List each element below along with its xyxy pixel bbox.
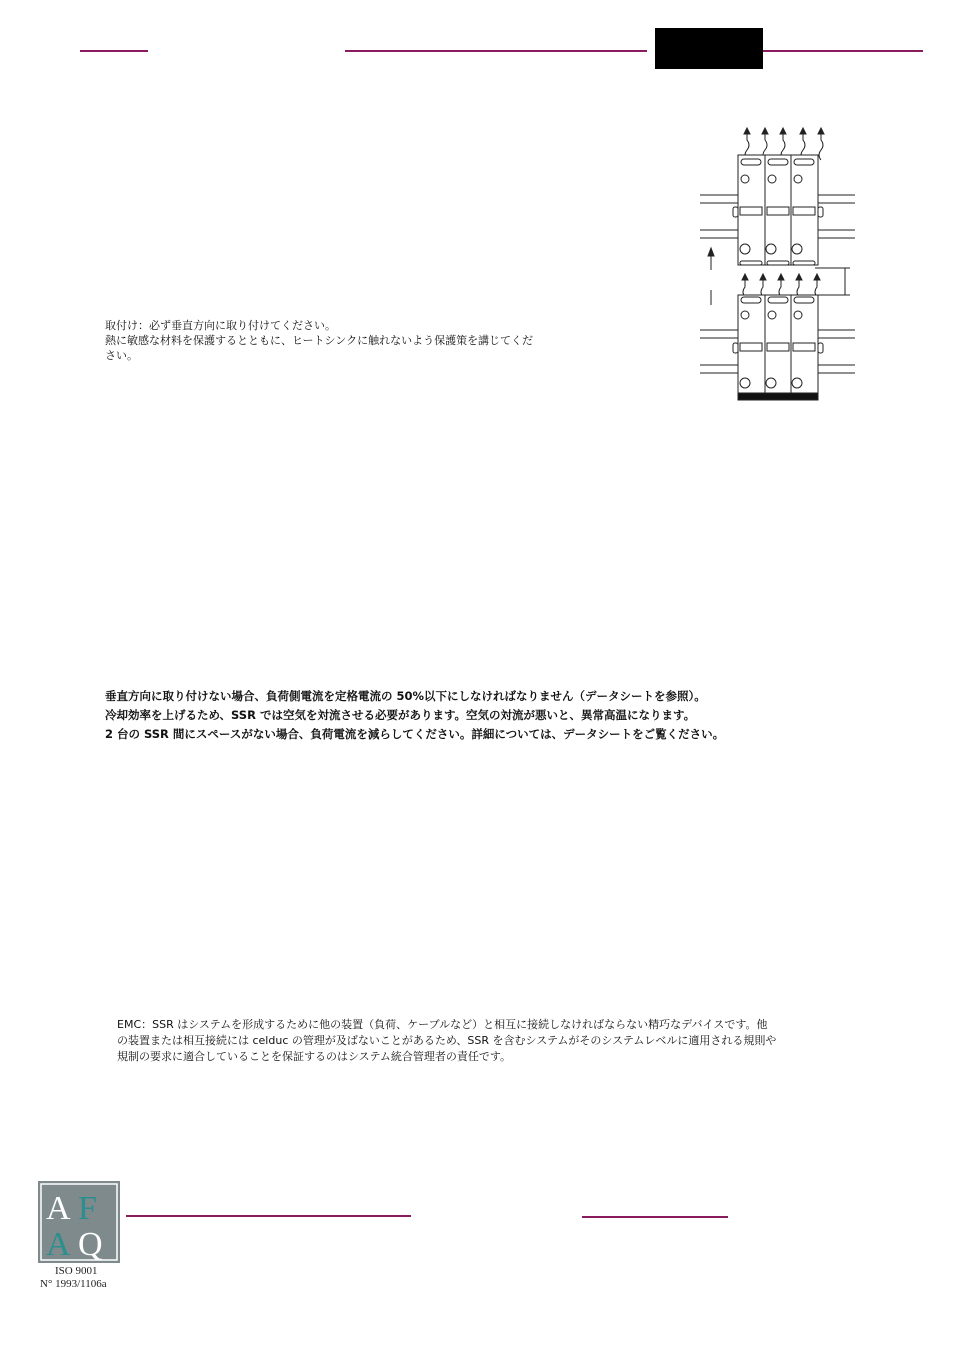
- emc-notice: [117, 1017, 862, 1065]
- footer-rule-left: [126, 1215, 411, 1217]
- mounting-line-2: 熱に敏感な材料を保護するとともに、ヒートシンクに触れないよう保護策を講じてくだ: [105, 334, 534, 347]
- header-black-box: [655, 28, 763, 69]
- lower-relays: [733, 295, 823, 400]
- emc-line-2: の装置または相互接続には celduc の管理が及ばないことがあるため、SSR を含むシステムがそのシステムレベルに適用される規則や: [117, 1034, 777, 1047]
- derating-line-1: 垂直方向に取り付けない場合、負荷側電流を定格電流の 50%以下にしなければなりません（データシートを参照）。: [105, 689, 706, 703]
- mounting-instructions: [105, 318, 575, 363]
- footer-rule-right: [582, 1216, 728, 1218]
- derating-line-2: 冷却効率を上げるため、SSR では空気を対流させる必要があります。空気の対流が悪いと、異常高温になります。: [105, 708, 696, 722]
- header-rule-middle: [345, 50, 647, 52]
- header-rule-left: [80, 50, 148, 52]
- upper-relays: [733, 155, 823, 265]
- derating-notes: [105, 687, 825, 744]
- afaq-logo: [38, 1181, 120, 1263]
- emc-line-1: EMC：SSR はシステムを形成するために他の装置（負荷、ケーブルなど）と相互に接続しなければならない精巧なデバイスです。他: [117, 1018, 768, 1031]
- cert-number: N° 1993/1106a: [40, 1278, 107, 1290]
- derating-line-3: 2 台の SSR 間にスペースがない場合、負荷電流を減らしてください。詳細については、データシートをご覧ください。: [105, 727, 725, 741]
- header-rule-right: [763, 50, 923, 52]
- mounting-line-1: 取付け：必ず垂直方向に取り付けてください。: [105, 319, 336, 332]
- svg-text:F: F: [78, 1190, 97, 1227]
- svg-text:A: A: [46, 1190, 71, 1227]
- emc-line-3: 規制の要求に適合していることを保証するのはシステム統合管理者の責任です。: [117, 1050, 512, 1063]
- mounting-diagram: [685, 125, 860, 405]
- svg-text:A: A: [46, 1226, 71, 1263]
- svg-text:Q: Q: [78, 1226, 103, 1263]
- iso-label: ISO 9001: [55, 1265, 98, 1277]
- mounting-line-3: さい。: [105, 349, 138, 362]
